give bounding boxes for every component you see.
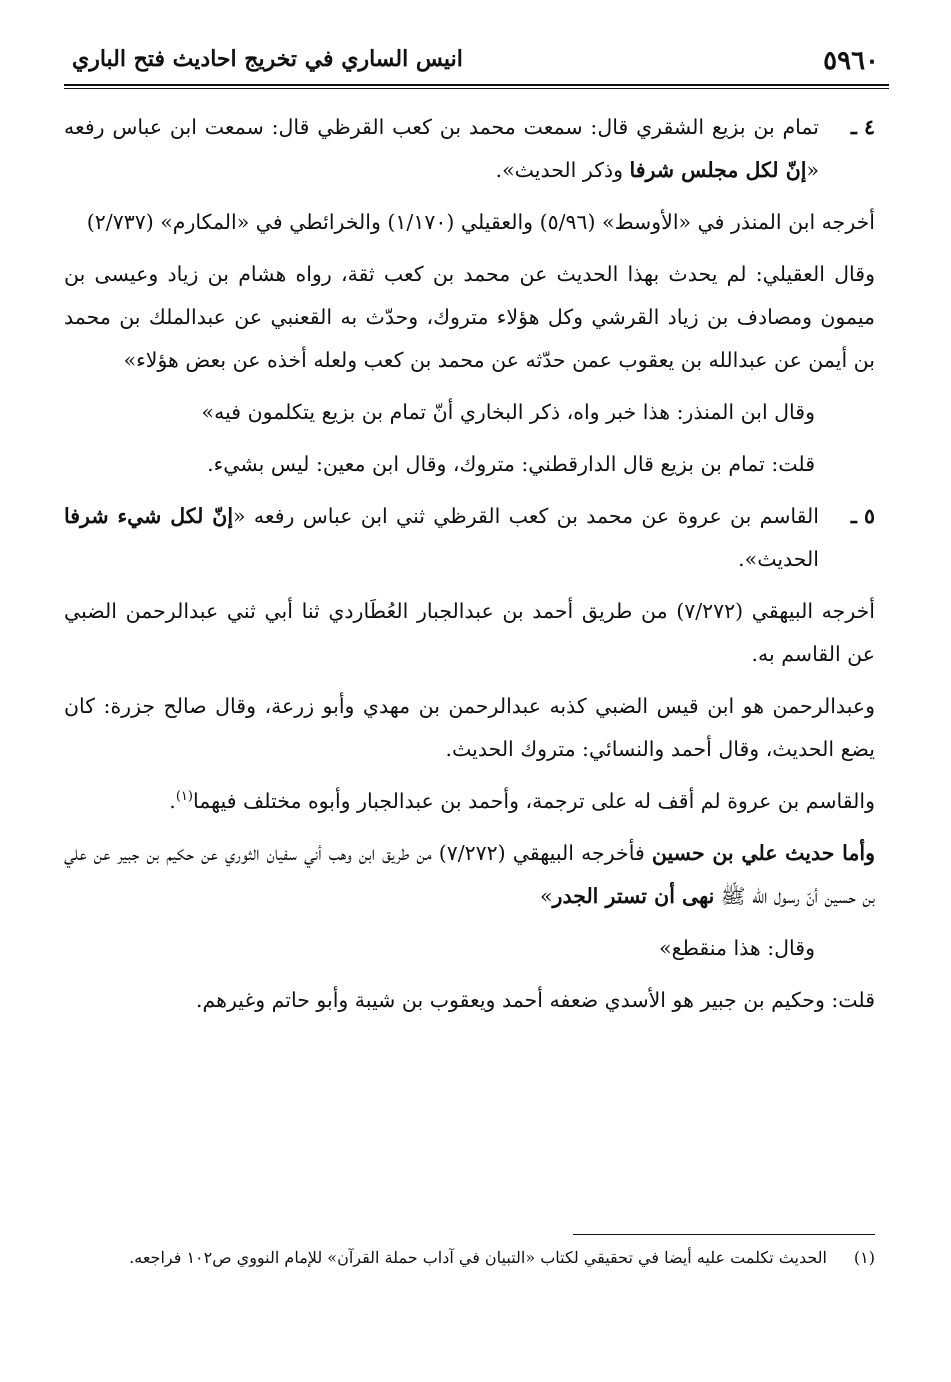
- paragraph: قلت: وحكيم بن جبير هو الأسدي ضعفه أحمد ويعقوب بن شيبة وأبو حاتم وغيرهم.: [196, 988, 875, 1012]
- page-number: ٥٩٦٠: [823, 46, 879, 76]
- main-text: [64, 106, 875, 1031]
- paragraph: وقال: هذا منقطع»: [659, 936, 815, 960]
- hadith-entry-4: [64, 106, 875, 192]
- header-divider: [64, 84, 889, 89]
- section-lead: وأما حديث علي بن حسين: [651, 841, 875, 865]
- hadith-quote: إنّ لكل شيء شرفا: [64, 504, 234, 528]
- hadith-entry-5: [64, 495, 875, 581]
- paragraph: قلت: تمام بن بزيع قال الدارقطني: متروك، وقال ابن معين: ليس بشيء.: [207, 452, 815, 476]
- footnote-text: الحديث تكلمت عليه أيضا في تحقيقي لكتاب «التبيان في آداب حملة القرآن» للإمام النووي ص١٠٢ فراجعه.: [129, 1248, 827, 1267]
- footnote-reference[interactable]: (١): [175, 789, 193, 805]
- paragraph-text: والقاسم بن عروة لم أقف له على ترجمة، وأحمد بن عبدالجبار وأبوه مختلف فيهما: [192, 789, 875, 813]
- paragraph-text: فأخرجه البيهقي (٧/٢٧٢) من طريق ابن وهب أني سفيان الثوري عن حكيم بن جبير عن علي بن حسين أنّ رسول الله ﷺ: [64, 841, 875, 908]
- paragraph-text: .: [169, 789, 176, 813]
- running-title: انيس الساري في تخريج احاديث فتح الباري: [72, 46, 463, 72]
- footnote: [64, 1242, 875, 1274]
- hadith-quote: إنّ لكل مجلس شرفا: [629, 158, 807, 182]
- paragraph: أخرجه البيهقي (٧/٢٧٢) من طريق أحمد بن عبدالجبار العُطَاردي ثنا أبي ثني عبدالرحمن الضبي عن القاسم به.: [64, 599, 876, 666]
- paragraph: أخرجه ابن المنذر في «الأوسط» (٥/٩٦) والعقيلي (١/١٧٠) والخرائطي في «المكارم» (٢/٧٣٧): [86, 210, 875, 234]
- entry-text-part: تمام بن بزيع الشقري قال: سمعت محمد بن كعب القرظي قال: سمعت ابن عباس رفعه «: [64, 115, 819, 182]
- entry-text-part: وذكر الحديث».: [495, 158, 630, 182]
- entry-text-part: القاسم بن عروة عن محمد بن كعب القرظي ثني ابن عباس رفعه «: [233, 504, 819, 528]
- paragraph: وقال العقيلي: لم يحدث بهذا الحديث عن محمد بن كعب ثقة، رواه هشام بن زياد وعيسى بن ميمون ومصادف بن زياد القرشي وكل هؤلاء متروك، وحدّث به القعنبي عن عبدالملك بن محمد بن أيمن عن عبدالله بن يعقوب عمن حدّثه عن محمد بن كعب ولعله أخذه عن بعض هؤلاء»: [64, 262, 875, 372]
- hadith-quote: نهى أن تستر الجدر: [552, 884, 715, 908]
- paragraph-text: »: [540, 884, 553, 908]
- paragraph: [64, 780, 875, 823]
- footnote-divider: [573, 1234, 875, 1235]
- footnote-number: (١): [853, 1248, 875, 1267]
- footnotes: [64, 1242, 875, 1274]
- entry-number: ٥ ـ: [850, 504, 875, 528]
- paragraph: وعبدالرحمن هو ابن قيس الضبي كذبه عبدالرحمن بن مهدي وأبو زرعة، وقال صالح جزرة: كان يضع الحديث، وقال أحمد والنسائي: متروك الحديث.: [64, 694, 875, 761]
- paragraph: وقال ابن المنذر: هذا خبر واه، ذكر البخاري أنّ تمام بن بزيع يتكلمون فيه»: [201, 400, 815, 424]
- entry-text-part: الحديث».: [738, 547, 819, 571]
- paragraph: [64, 832, 875, 918]
- entry-text: [64, 106, 819, 192]
- entry-text: [64, 495, 819, 581]
- entry-number: ٤ ـ: [850, 115, 875, 139]
- page-header: [62, 42, 889, 82]
